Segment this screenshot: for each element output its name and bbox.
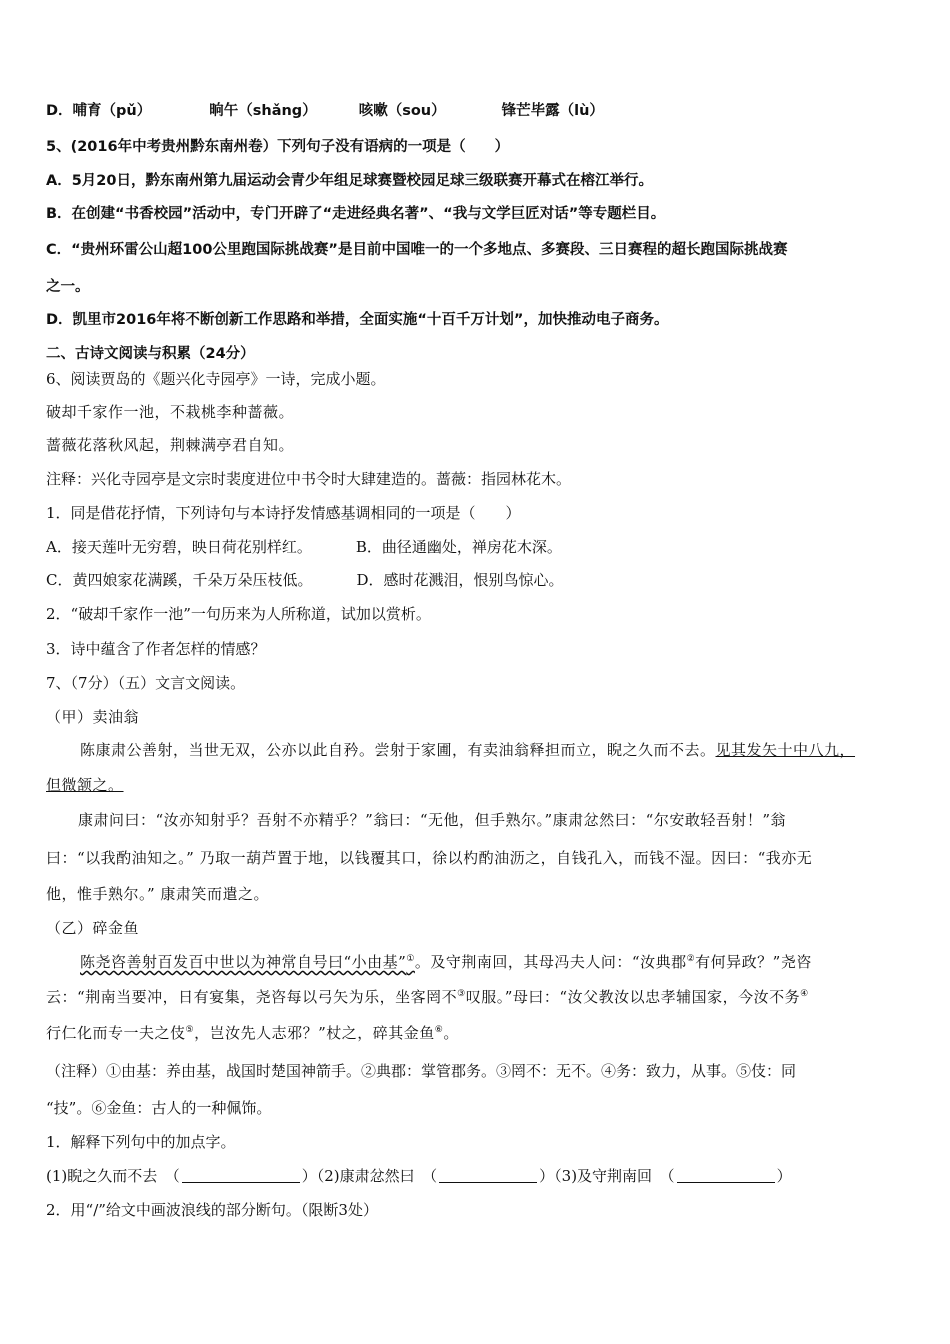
passage-jia-p1-text: 陈康肃公善射，当世无双，公亦以此自矜。尝射于家圃，有卖油翁释担而立，睨之久而不去。 — [80, 741, 716, 759]
note-mark-1: ① — [406, 954, 415, 964]
passage-yi-p2-text-a: 云：“荆南当要冲，日有宴集，尧咨每以弓矢为乐，坐客罔不 — [46, 988, 458, 1006]
passage-jia-underlined-1: 见其发矢十中八九， — [715, 741, 856, 759]
q7-sub-1: 1．解释下列句中的加点字。 — [46, 1133, 236, 1151]
section-2-title: 二、古诗文阅读与积累（24分） — [46, 346, 255, 362]
passage-yi-p2-text-b: 叹服。”母曰：“汝父教汝以忠孝辅国家，今汝不务 — [465, 988, 801, 1006]
q6-note: 注释：兴化寺园亭是文宗时裴度进位中书令时大肆建造的。蔷薇：指园林花木。 — [46, 470, 572, 488]
q6-option-c: C．黄四娘家花满蹊，千朵万朵压枝低。 — [46, 571, 313, 589]
q4-option-d-item-4: 锋芒毕露（lù） — [501, 103, 604, 119]
q6-sub-1: 1．同是借花抒情，下列诗句与本诗抒发情感基调相同的一项是（ ） — [46, 504, 521, 522]
q7-fill-blanks — [46, 1166, 792, 1186]
q7-notes-line2: “技”。⑥金鱼：古人的一种佩饰。 — [46, 1099, 272, 1117]
q7-stem: 7、（7分）（五）文言文阅读。 — [46, 674, 246, 692]
q6-sub-3: 3．诗中蕴含了作者怎样的情感？ — [46, 640, 266, 658]
passage-yi-title: （乙）碎金鱼 — [46, 919, 140, 937]
q7-notes-line1: （注释）①由基：养由基，战国时楚国神箭手。②典郡：掌管郡务。③罔不：无不。④务：致力，从事。⑤伎：同 — [46, 1062, 797, 1080]
q6-sub-2: 2．“破却千家作一池”一句历来为人所称道，试加以赏析。 — [46, 605, 431, 623]
fill-item-1: (1)睨之久而不去 （ — [46, 1167, 180, 1185]
q6-options-row-1 — [46, 537, 562, 557]
q6-stem: 6、阅读贾岛的《题兴化寺园亭》一诗，完成小题。 — [46, 370, 386, 388]
note-mark-4: ④ — [800, 989, 809, 999]
q6-poem-line-2: 蔷薇花落秋风起，荆棘满亭君自知。 — [46, 436, 295, 454]
q6-option-b: B．曲径通幽处，禅房花木深。 — [355, 538, 562, 556]
passage-yi-p3-text-b: ，岂汝先人志邪？”杖之，碎其金鱼 — [194, 1024, 435, 1042]
q6-option-a: A．接天莲叶无穷碧，映日荷花别样红。 — [46, 538, 312, 556]
q5-option-c-line2: 之一。 — [46, 279, 90, 295]
note-mark-2: ② — [686, 954, 696, 964]
passage-yi-p1-text: 。及守荆南回，其母冯夫人问：“汝典郡 — [414, 953, 687, 971]
passage-jia-p1-line2 — [46, 775, 124, 795]
q6-option-d: D．感时花溅泪，恨别鸟惊心。 — [356, 571, 564, 589]
note-mark-6: ⑥ — [434, 1025, 444, 1035]
q4-option-d-item-3: 咳嗽（sou） — [358, 103, 446, 119]
q7-sub-2: 2．用“/”给文中画波浪线的部分断句。（限断3处） — [46, 1201, 378, 1219]
passage-yi-p1 — [80, 952, 812, 972]
answer-blank-3[interactable] — [677, 1168, 775, 1183]
passage-yi-p3-text-a: 行仁化而专一夫之伎 — [46, 1024, 186, 1042]
passage-yi-p2 — [46, 987, 809, 1007]
q5-option-d: D．凯里市2016年将不断创新工作思路和举措，全面实施“十百千万计划”，加快推动电子商务。 — [46, 312, 669, 328]
fill-item-2: ）（2)康肃忿然曰 （ — [301, 1167, 438, 1185]
answer-blank-1[interactable] — [182, 1168, 300, 1183]
q4-option-d — [46, 101, 604, 121]
q4-option-d-label: D． — [46, 103, 73, 119]
q5-option-a: A．5月20日，黔东南州第九届运动会青少年组足球赛暨校园足球三级联赛开幕式在榕江举行。 — [46, 173, 653, 189]
note-mark-3: ③ — [457, 989, 466, 999]
q6-poem-line-1: 破却千家作一池，不栽桃李种蔷薇。 — [46, 403, 295, 421]
q4-option-d-item-1: 哺育（pǔ） — [72, 103, 152, 119]
passage-yi-wavy-text — [80, 953, 415, 971]
passage-jia-p1-line1 — [80, 740, 855, 760]
q5-stem: 5、(2016年中考贵州黔东南州卷）下列句子没有语病的一项是（ ） — [46, 139, 510, 155]
note-mark-5: ⑤ — [185, 1025, 195, 1035]
q6-options-row-2 — [46, 570, 564, 590]
fill-item-3: ）（3)及守荆南回 （ — [539, 1167, 675, 1185]
passage-jia-p2-line1: 康肃问曰：“汝亦知射乎？吾射不亦精乎？”翁曰：“无他，但手熟尔。”康肃忿然曰：“尔安敢轻吾射！”翁 — [78, 811, 787, 829]
passage-jia-underlined-2: 但微颔之。 — [46, 776, 124, 794]
passage-jia-title: （甲）卖油翁 — [46, 708, 140, 726]
passage-yi-p3-text-c: 。 — [443, 1024, 459, 1042]
passage-jia-p2-line3: 他，惟手熟尔。” 康肃笑而遣之。 — [46, 885, 269, 903]
q5-option-b: B．在创建“书香校园”活动中，专门开辟了“走进经典名著”、“我与文学巨匠对话”等专题栏目。 — [46, 206, 666, 222]
fill-end: ） — [776, 1167, 792, 1185]
passage-yi-p3 — [46, 1023, 459, 1043]
passage-jia-p2-line2: 曰：“以我酌油知之。” 乃取一葫芦置于地，以钱覆其口，徐以杓酌油沥之，自钱孔入，而钱不湿。因曰：“我亦无 — [46, 849, 813, 867]
q5-option-c-line1: C．“贵州环雷公山超100公里跑国际挑战赛”是目前中国唯一的一个多地点、多赛段、三日赛程的超长跑国际挑战赛 — [46, 242, 788, 258]
answer-blank-2[interactable] — [439, 1168, 537, 1183]
passage-yi-p1-end: 有何异政？”尧咨 — [695, 953, 812, 971]
wavy-sentence: 陈尧咨善射百发百中世以为神常自号曰“小由基” — [80, 953, 407, 971]
q4-option-d-item-2: 晌午（shǎng） — [209, 103, 317, 119]
